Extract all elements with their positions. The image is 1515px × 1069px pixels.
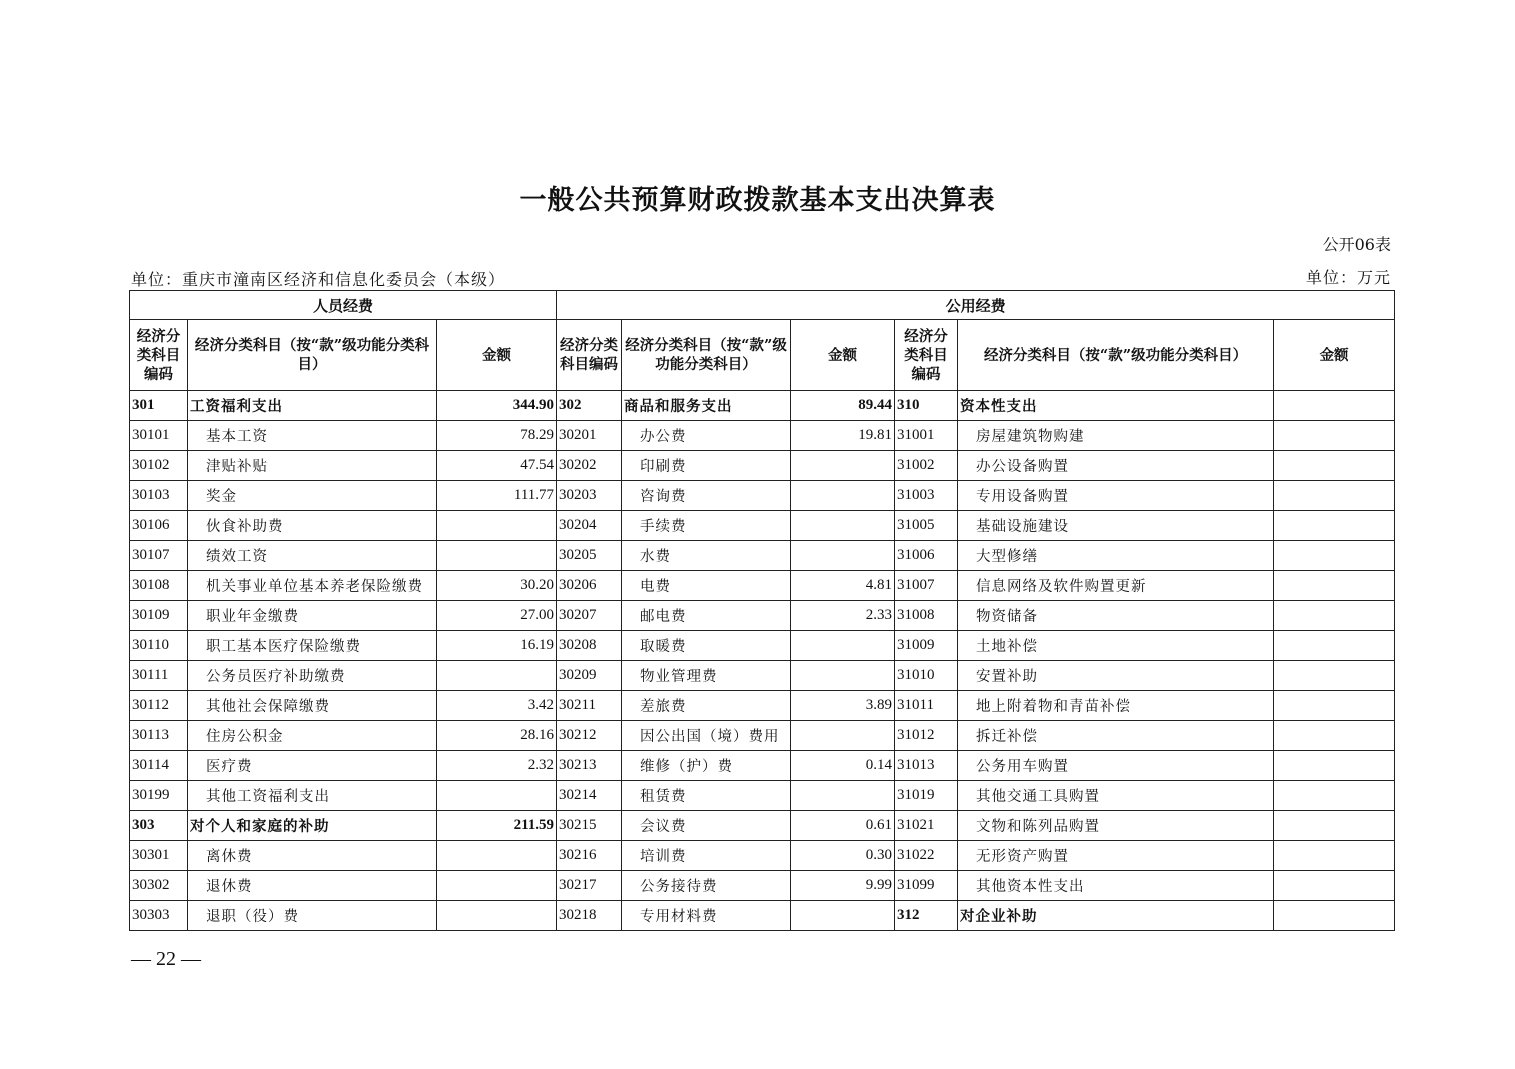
amount-cell: 3.89 (791, 691, 895, 721)
amount-cell (437, 511, 557, 541)
subject-cell: 安置补助 (958, 661, 1274, 691)
subject-cell: 其他交通工具购置 (958, 781, 1274, 811)
code-cell: 30206 (557, 571, 622, 601)
subject-cell: 手续费 (622, 511, 791, 541)
amount-cell (437, 841, 557, 871)
table-row (130, 391, 1395, 421)
code-cell: 31001 (895, 421, 958, 451)
amount-cell (1274, 451, 1395, 481)
subject-cell: 信息网络及软件购置更新 (958, 571, 1274, 601)
amount-cell (791, 481, 895, 511)
amount-cell (791, 661, 895, 691)
code-cell: 30216 (557, 841, 622, 871)
code-cell: 30102 (130, 451, 188, 481)
subject-cell: 邮电费 (622, 601, 791, 631)
code-cell: 31005 (895, 511, 958, 541)
subject-cell: 无形资产购置 (958, 841, 1274, 871)
expenditure-table (129, 290, 1395, 931)
table-row (130, 781, 1395, 811)
amount-cell (791, 631, 895, 661)
amount-cell (1274, 751, 1395, 781)
table-row (130, 631, 1395, 661)
code-cell: 30209 (557, 661, 622, 691)
code-cell: 31009 (895, 631, 958, 661)
subject-header: 经济分类科目（按“款”级功能分类科目） (958, 320, 1274, 391)
subject-cell: 培训费 (622, 841, 791, 871)
amount-cell (437, 901, 557, 931)
amount-cell (1274, 391, 1395, 421)
code-cell: 31010 (895, 661, 958, 691)
code-cell: 30108 (130, 571, 188, 601)
code-cell: 30111 (130, 661, 188, 691)
amount-cell (791, 511, 895, 541)
code-cell: 30215 (557, 811, 622, 841)
code-cell: 31008 (895, 601, 958, 631)
amount-cell (1274, 781, 1395, 811)
amount-cell (437, 541, 557, 571)
amount-cell: 0.61 (791, 811, 895, 841)
amount-cell (1274, 721, 1395, 751)
table-row (130, 511, 1395, 541)
code-cell: 30112 (130, 691, 188, 721)
code-cell: 30103 (130, 481, 188, 511)
table-row (130, 691, 1395, 721)
amount-cell: 111.77 (437, 481, 557, 511)
amount-cell: 2.33 (791, 601, 895, 631)
code-cell: 30211 (557, 691, 622, 721)
subject-cell: 其他工资福利支出 (188, 781, 437, 811)
code-header: 经济分类科目编码 (557, 320, 622, 391)
amount-header: 金额 (791, 320, 895, 391)
table-row (130, 571, 1395, 601)
amount-cell (1274, 511, 1395, 541)
code-cell: 30212 (557, 721, 622, 751)
subject-header: 经济分类科目（按“款”级功能分类科目） (622, 320, 791, 391)
code-cell: 310 (895, 391, 958, 421)
subject-cell: 因公出国（境）费用 (622, 721, 791, 751)
code-cell: 31013 (895, 751, 958, 781)
code-cell: 30208 (557, 631, 622, 661)
code-cell: 301 (130, 391, 188, 421)
code-cell: 31012 (895, 721, 958, 751)
amount-cell (1274, 631, 1395, 661)
subject-cell: 维修（护）费 (622, 751, 791, 781)
subject-cell: 津贴补贴 (188, 451, 437, 481)
code-cell: 312 (895, 901, 958, 931)
code-cell: 31099 (895, 871, 958, 901)
subject-cell: 离休费 (188, 841, 437, 871)
amount-cell (1274, 601, 1395, 631)
code-cell: 30109 (130, 601, 188, 631)
subject-cell: 物业管理费 (622, 661, 791, 691)
subject-cell: 奖金 (188, 481, 437, 511)
subject-cell: 文物和陈列品购置 (958, 811, 1274, 841)
code-cell: 31011 (895, 691, 958, 721)
amount-cell: 3.42 (437, 691, 557, 721)
code-cell: 30204 (557, 511, 622, 541)
amount-cell: 78.29 (437, 421, 557, 451)
subject-cell: 租赁费 (622, 781, 791, 811)
amount-header: 金额 (1274, 320, 1395, 391)
amount-cell: 19.81 (791, 421, 895, 451)
code-cell: 31002 (895, 451, 958, 481)
amount-cell (791, 781, 895, 811)
public-header: 公用经费 (557, 291, 1395, 320)
code-cell: 31022 (895, 841, 958, 871)
subject-cell: 办公费 (622, 421, 791, 451)
subject-cell: 绩效工资 (188, 541, 437, 571)
subject-cell: 公务员医疗补助缴费 (188, 661, 437, 691)
amount-cell: 9.99 (791, 871, 895, 901)
subject-cell: 印刷费 (622, 451, 791, 481)
amount-cell: 89.44 (791, 391, 895, 421)
subject-cell: 差旅费 (622, 691, 791, 721)
amount-cell: 2.32 (437, 751, 557, 781)
subject-cell: 商品和服务支出 (622, 391, 791, 421)
page-title: 一般公共预算财政拨款基本支出决算表 (519, 185, 996, 216)
code-cell: 30302 (130, 871, 188, 901)
table-row (130, 541, 1395, 571)
code-cell: 303 (130, 811, 188, 841)
code-cell: 30205 (557, 541, 622, 571)
code-cell: 30203 (557, 481, 622, 511)
code-cell: 30213 (557, 751, 622, 781)
code-cell: 31006 (895, 541, 958, 571)
code-cell: 30110 (130, 631, 188, 661)
amount-cell (791, 541, 895, 571)
code-cell: 30218 (557, 901, 622, 931)
amount-header: 金额 (437, 320, 557, 391)
code-cell: 31007 (895, 571, 958, 601)
subject-cell: 退职（役）费 (188, 901, 437, 931)
table-row (130, 901, 1395, 931)
subject-cell: 退休费 (188, 871, 437, 901)
amount-cell (437, 871, 557, 901)
subject-cell: 土地补偿 (958, 631, 1274, 661)
code-cell: 30214 (557, 781, 622, 811)
amount-cell (437, 661, 557, 691)
subject-cell: 职业年金缴费 (188, 601, 437, 631)
amount-cell: 0.30 (791, 841, 895, 871)
subject-cell: 对企业补助 (958, 901, 1274, 931)
code-cell: 30106 (130, 511, 188, 541)
unit-organization: 单位：重庆市潼南区经济和信息化委员会（本级） (131, 270, 506, 289)
table-row (130, 811, 1395, 841)
code-cell: 30199 (130, 781, 188, 811)
page-number: — 22 — (131, 948, 201, 970)
code-header: 经济分类科目编码 (895, 320, 958, 391)
subject-cell: 会议费 (622, 811, 791, 841)
subject-cell: 房屋建筑物购建 (958, 421, 1274, 451)
table-row (130, 601, 1395, 631)
code-cell: 31003 (895, 481, 958, 511)
amount-cell (791, 901, 895, 931)
code-cell: 30301 (130, 841, 188, 871)
code-cell: 30202 (557, 451, 622, 481)
code-cell: 30101 (130, 421, 188, 451)
code-cell: 302 (557, 391, 622, 421)
code-cell: 31019 (895, 781, 958, 811)
subject-cell: 拆迁补偿 (958, 721, 1274, 751)
amount-cell (1274, 571, 1395, 601)
unit-currency: 单位：万元 (1305, 268, 1391, 287)
table-row (130, 751, 1395, 781)
amount-cell (1274, 541, 1395, 571)
code-cell: 30201 (557, 421, 622, 451)
table-row (130, 451, 1395, 481)
subject-cell: 地上附着物和青苗补偿 (958, 691, 1274, 721)
subject-cell: 电费 (622, 571, 791, 601)
amount-cell (791, 721, 895, 751)
subject-cell: 公务接待费 (622, 871, 791, 901)
subject-cell: 大型修缮 (958, 541, 1274, 571)
code-cell: 30217 (557, 871, 622, 901)
amount-cell (1274, 811, 1395, 841)
subject-cell: 基本工资 (188, 421, 437, 451)
amount-cell (1274, 691, 1395, 721)
subject-cell: 公务用车购置 (958, 751, 1274, 781)
table-row (130, 421, 1395, 451)
code-cell: 30207 (557, 601, 622, 631)
subject-cell: 物资储备 (958, 601, 1274, 631)
amount-cell: 28.16 (437, 721, 557, 751)
amount-cell (437, 781, 557, 811)
subject-cell: 医疗费 (188, 751, 437, 781)
amount-cell: 4.81 (791, 571, 895, 601)
amount-cell: 16.19 (437, 631, 557, 661)
subject-cell: 办公设备购置 (958, 451, 1274, 481)
subject-cell: 工资福利支出 (188, 391, 437, 421)
amount-cell: 47.54 (437, 451, 557, 481)
table-row (130, 841, 1395, 871)
amount-cell: 344.90 (437, 391, 557, 421)
subject-cell: 资本性支出 (958, 391, 1274, 421)
amount-cell (1274, 841, 1395, 871)
code-header: 经济分类科目编码 (130, 320, 188, 391)
subject-cell: 取暖费 (622, 631, 791, 661)
subject-cell: 其他资本性支出 (958, 871, 1274, 901)
amount-cell (791, 451, 895, 481)
code-cell: 31021 (895, 811, 958, 841)
amount-cell: 211.59 (437, 811, 557, 841)
table-row (130, 871, 1395, 901)
amount-cell: 27.00 (437, 601, 557, 631)
subject-cell: 专用设备购置 (958, 481, 1274, 511)
amount-cell: 0.14 (791, 751, 895, 781)
subject-cell: 咨询费 (622, 481, 791, 511)
amount-cell (1274, 421, 1395, 451)
amount-cell (1274, 871, 1395, 901)
amount-cell (1274, 481, 1395, 511)
subject-cell: 基础设施建设 (958, 511, 1274, 541)
subject-cell: 对个人和家庭的补助 (188, 811, 437, 841)
subject-cell: 住房公积金 (188, 721, 437, 751)
subject-header: 经济分类科目（按“款”级功能分类科目） (188, 320, 437, 391)
code-cell: 30303 (130, 901, 188, 931)
personnel-header: 人员经费 (130, 291, 557, 320)
code-cell: 30114 (130, 751, 188, 781)
subject-cell: 其他社会保障缴费 (188, 691, 437, 721)
subject-cell: 机关事业单位基本养老保险缴费 (188, 571, 437, 601)
amount-cell: 30.20 (437, 571, 557, 601)
subject-cell: 水费 (622, 541, 791, 571)
subject-cell: 专用材料费 (622, 901, 791, 931)
table-row (130, 661, 1395, 691)
amount-cell (1274, 661, 1395, 691)
table-row (130, 481, 1395, 511)
code-cell: 30113 (130, 721, 188, 751)
form-number: 公开06表 (1322, 235, 1391, 254)
subject-cell: 伙食补助费 (188, 511, 437, 541)
subject-cell: 职工基本医疗保险缴费 (188, 631, 437, 661)
code-cell: 30107 (130, 541, 188, 571)
table-row (130, 721, 1395, 751)
amount-cell (1274, 901, 1395, 931)
